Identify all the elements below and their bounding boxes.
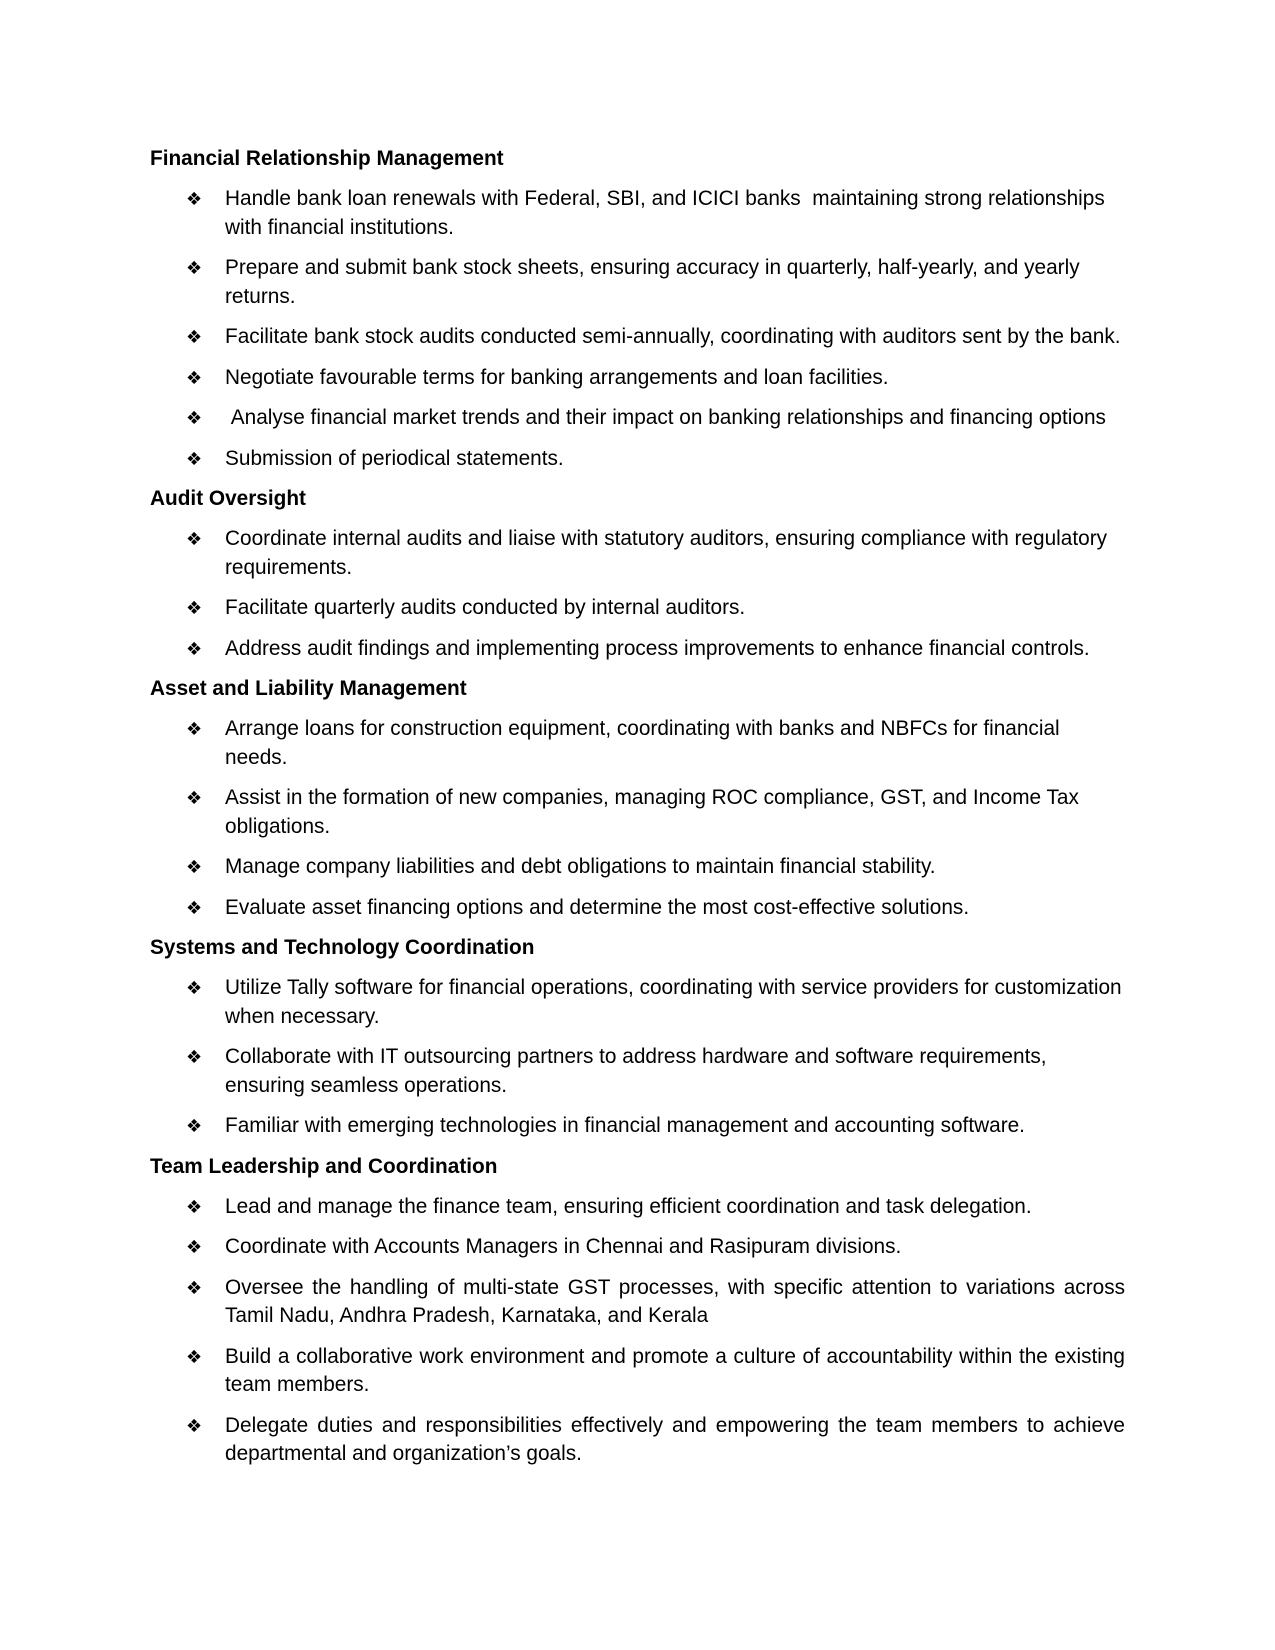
diamond-bullet-icon: ❖ bbox=[186, 448, 203, 469]
list-item-text: Collaborate with IT outsourcing partners to address hardware and software requirements, ensuring seamless operations. bbox=[225, 1045, 1053, 1097]
list-item bbox=[150, 1112, 1125, 1141]
list-item-text: Handle bank loan renewals with Federal, SBI, and ICICI banks maintaining strong relationships with financial institutions. bbox=[225, 187, 1111, 239]
list-item bbox=[150, 185, 1125, 242]
list-item bbox=[150, 894, 1125, 923]
diamond-bullet-icon: ❖ bbox=[186, 327, 203, 347]
list-item bbox=[150, 445, 1125, 474]
list-item bbox=[150, 1412, 1131, 1469]
list-item-text: Coordinate internal audits and liaise with statutory auditors, ensuring compliance with regulatory requirements. bbox=[225, 527, 1113, 579]
list-item-text: Assist in the formation of new companies, managing ROC compliance, GST, and Income Tax obligations. bbox=[225, 786, 1085, 838]
list-item bbox=[150, 1343, 1131, 1400]
list-item-text: Build a collaborative work environment and promote a culture of accountability within the existing team members. bbox=[225, 1344, 1131, 1396]
diamond-bullet-icon: ❖ bbox=[186, 1415, 203, 1436]
diamond-bullet-icon: ❖ bbox=[186, 1277, 203, 1298]
list-item bbox=[150, 525, 1125, 582]
list-item bbox=[150, 323, 1125, 352]
list-item bbox=[150, 1193, 1125, 1222]
diamond-bullet-icon: ❖ bbox=[186, 1237, 203, 1257]
document-section bbox=[150, 675, 1125, 922]
list-item bbox=[150, 594, 1125, 623]
section-heading: Audit Oversight bbox=[150, 487, 306, 510]
list-item-text: Negotiate favourable terms for banking arrangements and loan facilities. bbox=[225, 365, 889, 389]
list-item-text: Coordinate with Accounts Managers in Chennai and Rasipuram divisions. bbox=[225, 1235, 902, 1258]
list-item bbox=[150, 364, 1125, 393]
document-section bbox=[150, 145, 1125, 473]
document-section bbox=[150, 1153, 1131, 1469]
section-heading: Team Leadership and Coordination bbox=[150, 1154, 498, 1178]
list-item-text: Arrange loans for construction equipment, coordinating with banks and NBFCs for financial needs. bbox=[225, 717, 1066, 769]
list-item bbox=[150, 715, 1125, 772]
diamond-bullet-icon: ❖ bbox=[186, 189, 203, 209]
diamond-bullet-icon: ❖ bbox=[186, 1047, 203, 1067]
diamond-bullet-icon: ❖ bbox=[186, 258, 203, 278]
list-item-text: Manage company liabilities and debt obligations to maintain financial stability. bbox=[225, 855, 936, 878]
list-item bbox=[150, 635, 1125, 664]
list-item-text: Facilitate quarterly audits conducted by internal auditors. bbox=[225, 596, 746, 619]
diamond-bullet-icon: ❖ bbox=[186, 638, 203, 659]
list-item bbox=[150, 1274, 1131, 1331]
list-item bbox=[150, 784, 1125, 841]
diamond-bullet-icon: ❖ bbox=[186, 598, 203, 618]
document-section bbox=[150, 934, 1128, 1141]
list-item-text: Evaluate asset financing options and determine the most cost-effective solutions. bbox=[225, 895, 970, 919]
section-heading: Asset and Liability Management bbox=[150, 677, 467, 700]
section-heading: Financial Relationship Management bbox=[150, 147, 504, 170]
list-item bbox=[150, 1233, 1125, 1262]
diamond-bullet-icon: ❖ bbox=[186, 788, 203, 808]
list-item bbox=[150, 974, 1128, 1031]
diamond-bullet-icon: ❖ bbox=[186, 897, 203, 918]
diamond-bullet-icon: ❖ bbox=[186, 367, 203, 388]
diamond-bullet-icon: ❖ bbox=[186, 857, 203, 877]
list-item-text: Utilize Tally software for financial operations, coordinating with service providers for customization when necessary. bbox=[225, 976, 1128, 1028]
section-heading: Systems and Technology Coordination bbox=[150, 936, 535, 959]
diamond-bullet-icon: ❖ bbox=[186, 978, 203, 998]
list-item-text: Submission of periodical statements. bbox=[225, 446, 564, 470]
list-item bbox=[150, 254, 1125, 311]
document-section bbox=[150, 485, 1125, 663]
list-item-text: Oversee the handling of multi-state GST processes, with specific attention to variations across Tamil Nadu, Andhra Pradesh, Karnataka, and Kerala bbox=[225, 1275, 1131, 1327]
diamond-bullet-icon: ❖ bbox=[186, 408, 203, 428]
list-item-text: Lead and manage the finance team, ensuring efficient coordination and task delegation. bbox=[225, 1194, 1032, 1218]
list-item-text: Delegate duties and responsibilities effectively and empowering the team members to achieve departmental and organization’s goals. bbox=[225, 1413, 1131, 1465]
list-item-text: Address audit findings and implementing process improvements to enhance financial controls. bbox=[225, 636, 1090, 660]
diamond-bullet-icon: ❖ bbox=[186, 1196, 203, 1217]
list-item-text: Facilitate bank stock audits conducted semi-annually, coordinating with auditors sent by the bank. bbox=[225, 325, 1121, 348]
diamond-bullet-icon: ❖ bbox=[186, 529, 203, 549]
document-content bbox=[150, 145, 1131, 1481]
list-item bbox=[150, 853, 1125, 882]
list-item bbox=[150, 1043, 1125, 1100]
diamond-bullet-icon: ❖ bbox=[186, 719, 203, 739]
list-item-text: Analyse financial market trends and their impact on banking relationships and financing options bbox=[225, 406, 1106, 429]
list-item bbox=[150, 404, 1125, 433]
list-item-text: Familiar with emerging technologies in financial management and accounting software. bbox=[225, 1114, 1025, 1137]
diamond-bullet-icon: ❖ bbox=[186, 1116, 203, 1136]
diamond-bullet-icon: ❖ bbox=[186, 1346, 203, 1367]
list-item-text: Prepare and submit bank stock sheets, ensuring accuracy in quarterly, half-yearly, and yearly returns. bbox=[225, 256, 1086, 308]
